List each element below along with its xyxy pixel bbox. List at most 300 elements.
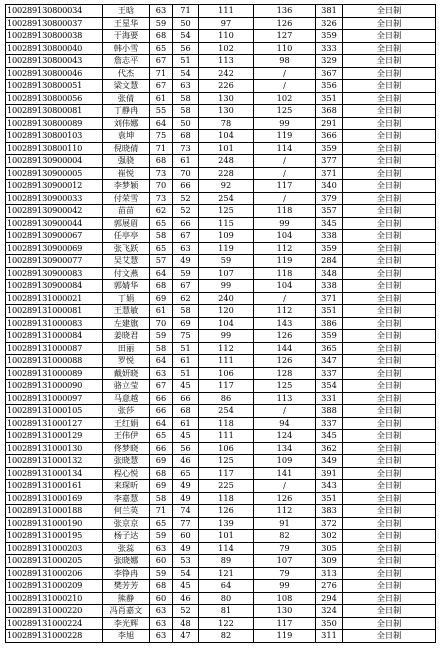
table-row [6, 130, 436, 143]
candidate-name-cell: 姜晓君 [103, 330, 150, 343]
score-politics-cell: 68 [150, 155, 173, 168]
score-subject-one-cell: 82 [199, 630, 254, 643]
score-politics-cell: 71 [150, 505, 173, 518]
candidate-name-cell: 郭展眉 [103, 217, 150, 230]
candidate-name-cell: 王慧敏 [103, 305, 150, 318]
score-subject-two-cell: 117 [254, 180, 316, 193]
score-subject-one-cell: 78 [199, 117, 254, 130]
study-mode-cell: 全日制 [343, 567, 436, 580]
candidate-id-cell: 100289130800051 [6, 80, 103, 93]
candidate-id-cell: 100289130800043 [6, 55, 103, 68]
candidate-name-cell: 付文燕 [103, 267, 150, 280]
candidate-id-cell: 100289130800056 [6, 92, 103, 105]
candidate-id-cell: 100289131000161 [6, 480, 103, 493]
candidate-name-cell: 冯肖嘉文 [103, 605, 150, 618]
table-row [6, 342, 436, 355]
candidate-id-cell: 100289131000129 [6, 430, 103, 443]
study-mode-cell: 全日制 [343, 555, 436, 568]
score-subject-one-cell: 92 [199, 180, 254, 193]
score-politics-cell: 62 [150, 205, 173, 218]
score-foreign-language-cell: 63 [173, 242, 199, 255]
total-score-cell: 368 [316, 105, 343, 118]
total-score-cell: 284 [316, 255, 343, 268]
candidate-name-cell: 王晗 [103, 5, 150, 18]
score-subject-two-cell: 141 [254, 467, 316, 480]
score-subject-two-cell: 128 [254, 367, 316, 380]
score-foreign-language-cell: 77 [173, 517, 199, 530]
table-row [6, 567, 436, 580]
table-row [6, 405, 436, 418]
table-row [6, 117, 436, 130]
score-subject-one-cell: 228 [199, 167, 254, 180]
total-score-cell: 351 [316, 92, 343, 105]
score-politics-cell: 58 [150, 230, 173, 243]
candidate-id-cell: 100289130900084 [6, 280, 103, 293]
score-politics-cell: 67 [150, 380, 173, 393]
score-foreign-language-cell: 61 [173, 417, 199, 430]
total-score-cell: 345 [316, 217, 343, 230]
score-foreign-language-cell: 66 [173, 217, 199, 230]
table-row [6, 555, 436, 568]
score-subject-one-cell: 104 [199, 130, 254, 143]
score-subject-two-cell: 117 [254, 617, 316, 630]
table-row [6, 480, 436, 493]
candidate-name-cell: 骆立莹 [103, 380, 150, 393]
study-mode-cell: 全日制 [343, 630, 436, 643]
candidate-id-cell: 100289130800038 [6, 30, 103, 43]
table-row [6, 330, 436, 343]
score-foreign-language-cell: 54 [173, 567, 199, 580]
candidate-id-cell: 100289130800046 [6, 67, 103, 80]
total-score-cell: 329 [316, 55, 343, 68]
score-politics-cell: 73 [150, 192, 173, 205]
total-score-cell: 351 [316, 492, 343, 505]
study-mode-cell: 全日制 [343, 455, 436, 468]
score-subject-two-cell: 113 [254, 392, 316, 405]
table-row [6, 67, 436, 80]
score-foreign-language-cell: 46 [173, 455, 199, 468]
study-mode-cell: 全日制 [343, 405, 436, 418]
score-subject-one-cell: 130 [199, 92, 254, 105]
candidate-id-cell: 100289130900044 [6, 217, 103, 230]
score-subject-one-cell: 59 [199, 255, 254, 268]
score-foreign-language-cell: 60 [173, 530, 199, 543]
study-mode-cell: 全日制 [343, 155, 436, 168]
score-subject-two-cell: / [254, 192, 316, 205]
score-subject-two-cell: 125 [254, 105, 316, 118]
candidate-id-cell: 100289130800110 [6, 142, 103, 155]
score-politics-cell: 65 [150, 42, 173, 55]
score-foreign-language-cell: 50 [173, 117, 199, 130]
score-foreign-language-cell: 52 [173, 205, 199, 218]
study-mode-cell: 全日制 [343, 142, 436, 155]
candidate-id-cell: 100289131000021 [6, 292, 103, 305]
candidate-name-cell: 袁坤 [103, 130, 150, 143]
total-score-cell: 359 [316, 142, 343, 155]
score-politics-cell: 59 [150, 330, 173, 343]
score-foreign-language-cell: 66 [173, 180, 199, 193]
table-row [6, 392, 436, 405]
candidate-id-cell: 100289131000130 [6, 442, 103, 455]
score-subject-two-cell: 127 [254, 30, 316, 43]
score-subject-one-cell: 115 [199, 217, 254, 230]
score-foreign-language-cell: 62 [173, 292, 199, 305]
candidate-name-cell: 张晓慧 [103, 455, 150, 468]
candidate-id-cell: 100289130900004 [6, 155, 103, 168]
candidate-name-cell: 田丽 [103, 342, 150, 355]
score-subject-two-cell: 134 [254, 442, 316, 455]
candidate-name-cell: 李光辉 [103, 617, 150, 630]
score-foreign-language-cell: 67 [173, 230, 199, 243]
candidate-id-cell: 100289131000081 [6, 305, 103, 318]
score-politics-cell: 68 [150, 280, 173, 293]
study-mode-cell: 全日制 [343, 580, 436, 593]
score-subject-two-cell: 114 [254, 142, 316, 155]
score-subject-two-cell: 126 [254, 17, 316, 30]
score-foreign-language-cell: 54 [173, 30, 199, 43]
total-score-cell: 348 [316, 267, 343, 280]
study-mode-cell: 全日制 [343, 217, 436, 230]
table-row [6, 42, 436, 55]
score-subject-two-cell: 112 [254, 305, 316, 318]
score-subject-two-cell: 107 [254, 555, 316, 568]
total-score-cell: 294 [316, 592, 343, 605]
score-foreign-language-cell: 52 [173, 605, 199, 618]
score-subject-one-cell: 99 [199, 280, 254, 293]
candidate-name-cell: 李铮冉 [103, 567, 150, 580]
score-subject-one-cell: 89 [199, 555, 254, 568]
score-politics-cell: 71 [150, 67, 173, 80]
candidate-id-cell: 100289131000188 [6, 505, 103, 518]
table-row [6, 542, 436, 555]
score-subject-one-cell: 64 [199, 580, 254, 593]
candidate-name-cell: 代杰 [103, 67, 150, 80]
score-subject-two-cell: 126 [254, 492, 316, 505]
candidate-name-cell: 樊芳芳 [103, 580, 150, 593]
candidate-name-cell: 李旭 [103, 630, 150, 643]
score-subject-two-cell: / [254, 80, 316, 93]
score-subject-one-cell: 125 [199, 205, 254, 218]
total-score-cell: 302 [316, 530, 343, 543]
candidate-name-cell: 张京京 [103, 517, 150, 530]
score-subject-one-cell: 225 [199, 480, 254, 493]
candidate-id-cell: 100289131000210 [6, 592, 103, 605]
score-subject-two-cell: / [254, 405, 316, 418]
score-politics-cell: 59 [150, 17, 173, 30]
candidate-name-cell: 王伟伊 [103, 430, 150, 443]
study-mode-cell: 全日制 [343, 30, 436, 43]
score-politics-cell: 63 [150, 367, 173, 380]
total-score-cell: 371 [316, 167, 343, 180]
score-foreign-language-cell: 58 [173, 305, 199, 318]
score-subject-one-cell: 121 [199, 567, 254, 580]
candidate-name-cell: 张晓娜 [103, 555, 150, 568]
table-row [6, 367, 436, 380]
candidate-name-cell: 崔悦 [103, 167, 150, 180]
table-row [6, 267, 436, 280]
study-mode-cell: 全日制 [343, 367, 436, 380]
score-subject-two-cell: 119 [254, 130, 316, 143]
candidate-name-cell: 程心悦 [103, 467, 150, 480]
study-mode-cell: 全日制 [343, 167, 436, 180]
score-subject-one-cell: 107 [199, 267, 254, 280]
score-subject-two-cell: 119 [254, 255, 316, 268]
table-row [6, 205, 436, 218]
study-mode-cell: 全日制 [343, 130, 436, 143]
table-row [6, 317, 436, 330]
score-subject-two-cell: / [254, 155, 316, 168]
score-subject-one-cell: 248 [199, 155, 254, 168]
study-mode-cell: 全日制 [343, 267, 436, 280]
study-mode-cell: 全日制 [343, 17, 436, 30]
score-politics-cell: 55 [150, 105, 173, 118]
table-row [6, 230, 436, 243]
score-foreign-language-cell: 54 [173, 67, 199, 80]
score-foreign-language-cell: 45 [173, 430, 199, 443]
score-subject-two-cell: 98 [254, 55, 316, 68]
score-subject-one-cell: 111 [199, 430, 254, 443]
score-subject-one-cell: 120 [199, 305, 254, 318]
table-row [6, 17, 436, 30]
total-score-cell: 343 [316, 480, 343, 493]
table-row [6, 280, 436, 293]
score-politics-cell: 63 [150, 617, 173, 630]
table-row [6, 155, 436, 168]
candidate-id-cell: 100289130900069 [6, 242, 103, 255]
score-subject-two-cell: 94 [254, 417, 316, 430]
score-politics-cell: 68 [150, 30, 173, 43]
total-score-cell: 338 [316, 230, 343, 243]
candidate-name-cell: 李嘉慧 [103, 492, 150, 505]
score-subject-one-cell: 102 [199, 42, 254, 55]
score-subject-two-cell: 104 [254, 280, 316, 293]
candidate-name-cell: 罗悦 [103, 355, 150, 368]
score-politics-cell: 65 [150, 242, 173, 255]
score-subject-two-cell: 144 [254, 342, 316, 355]
candidate-name-cell: 佟梦晓 [103, 442, 150, 455]
score-subject-one-cell: 240 [199, 292, 254, 305]
score-foreign-language-cell: 48 [173, 617, 199, 630]
score-politics-cell: 69 [150, 455, 173, 468]
score-politics-cell: 63 [150, 630, 173, 643]
candidate-id-cell: 100289131000206 [6, 567, 103, 580]
score-foreign-language-cell: 50 [173, 17, 199, 30]
score-subject-one-cell: 97 [199, 17, 254, 30]
score-subject-two-cell: 118 [254, 267, 316, 280]
score-subject-one-cell: 111 [199, 5, 254, 18]
candidate-id-cell: 100289131000088 [6, 355, 103, 368]
candidate-id-cell: 100289131000087 [6, 342, 103, 355]
score-subject-two-cell: 109 [254, 455, 316, 468]
table-row [6, 30, 436, 43]
candidate-id-cell: 100289131000127 [6, 417, 103, 430]
score-subject-two-cell: 112 [254, 242, 316, 255]
candidate-name-cell: 戴妍晓 [103, 367, 150, 380]
study-mode-cell: 全日制 [343, 205, 436, 218]
score-foreign-language-cell: 71 [173, 5, 199, 18]
score-politics-cell: 66 [150, 405, 173, 418]
score-table [5, 4, 436, 643]
candidate-name-cell: 李梦颖 [103, 180, 150, 193]
score-politics-cell: 68 [150, 467, 173, 480]
study-mode-cell: 全日制 [343, 67, 436, 80]
candidate-id-cell: 100289130900083 [6, 267, 103, 280]
candidate-name-cell: 张飞跃 [103, 242, 150, 255]
score-subject-one-cell: 112 [199, 342, 254, 355]
candidate-id-cell: 100289131000089 [6, 367, 103, 380]
total-score-cell: 351 [316, 305, 343, 318]
total-score-cell: 383 [316, 505, 343, 518]
candidate-id-cell: 100289131000228 [6, 630, 103, 643]
score-subject-two-cell: 125 [254, 380, 316, 393]
study-mode-cell: 全日制 [343, 255, 436, 268]
score-subject-one-cell: 125 [199, 455, 254, 468]
score-foreign-language-cell: 63 [173, 80, 199, 93]
candidate-name-cell: 张倩 [103, 92, 150, 105]
study-mode-cell: 全日制 [343, 317, 436, 330]
study-mode-cell: 全日制 [343, 230, 436, 243]
score-foreign-language-cell: 73 [173, 142, 199, 155]
score-foreign-language-cell: 70 [173, 167, 199, 180]
total-score-cell: 359 [316, 30, 343, 43]
candidate-id-cell: 100289131000209 [6, 580, 103, 593]
score-foreign-language-cell: 46 [173, 592, 199, 605]
candidate-name-cell: 梁文慧 [103, 80, 150, 93]
study-mode-cell: 全日制 [343, 242, 436, 255]
score-subject-one-cell: 254 [199, 192, 254, 205]
score-subject-two-cell: 99 [254, 217, 316, 230]
score-subject-one-cell: 109 [199, 230, 254, 243]
score-foreign-language-cell: 51 [173, 342, 199, 355]
score-foreign-language-cell: 45 [173, 380, 199, 393]
score-subject-one-cell: 101 [199, 142, 254, 155]
table-row [6, 242, 436, 255]
candidate-name-cell: 于海要 [103, 30, 150, 43]
study-mode-cell: 全日制 [343, 417, 436, 430]
score-politics-cell: 61 [150, 92, 173, 105]
total-score-cell: 377 [316, 155, 343, 168]
score-politics-cell: 61 [150, 305, 173, 318]
study-mode-cell: 全日制 [343, 305, 436, 318]
score-subject-two-cell: / [254, 67, 316, 80]
score-subject-two-cell: 126 [254, 330, 316, 343]
score-subject-one-cell: 126 [199, 505, 254, 518]
study-mode-cell: 全日制 [343, 55, 436, 68]
total-score-cell: 333 [316, 42, 343, 55]
score-foreign-language-cell: 53 [173, 555, 199, 568]
candidate-id-cell: 100289130900005 [6, 167, 103, 180]
table-row [6, 380, 436, 393]
score-politics-cell: 60 [150, 555, 173, 568]
score-foreign-language-cell: 75 [173, 330, 199, 343]
study-mode-cell: 全日制 [343, 280, 436, 293]
total-score-cell: 366 [316, 130, 343, 143]
score-foreign-language-cell: 66 [173, 392, 199, 405]
score-politics-cell: 58 [150, 492, 173, 505]
candidate-id-cell: 100289131000134 [6, 467, 103, 480]
study-mode-cell: 全日制 [343, 492, 436, 505]
candidate-id-cell: 100289130800103 [6, 130, 103, 143]
total-score-cell: 359 [316, 242, 343, 255]
table-row [6, 455, 436, 468]
study-mode-cell: 全日制 [343, 542, 436, 555]
score-subject-one-cell: 106 [199, 442, 254, 455]
study-mode-cell: 全日制 [343, 42, 436, 55]
score-foreign-language-cell: 56 [173, 42, 199, 55]
score-politics-cell: 70 [150, 317, 173, 330]
score-politics-cell: 69 [150, 480, 173, 493]
score-foreign-language-cell: 61 [173, 355, 199, 368]
score-subject-two-cell: 102 [254, 92, 316, 105]
total-score-cell: 337 [316, 367, 343, 380]
table-row [6, 430, 436, 443]
table-row [6, 605, 436, 618]
total-score-cell: 357 [316, 205, 343, 218]
score-politics-cell: 69 [150, 292, 173, 305]
score-politics-cell: 58 [150, 342, 173, 355]
table-row [6, 530, 436, 543]
score-politics-cell: 57 [150, 255, 173, 268]
table-row [6, 580, 436, 593]
study-mode-cell: 全日制 [343, 517, 436, 530]
score-subject-two-cell: 91 [254, 517, 316, 530]
score-foreign-language-cell: 56 [173, 442, 199, 455]
score-subject-two-cell: 119 [254, 630, 316, 643]
candidate-name-cell: 杨子达 [103, 530, 150, 543]
total-score-cell: 276 [316, 580, 343, 593]
score-subject-two-cell: 124 [254, 430, 316, 443]
score-subject-one-cell: 130 [199, 105, 254, 118]
candidate-id-cell: 100289131000203 [6, 542, 103, 555]
score-politics-cell: 68 [150, 580, 173, 593]
study-mode-cell: 全日制 [343, 380, 436, 393]
candidate-name-cell: 刘伟娜 [103, 117, 150, 130]
candidate-id-cell: 100289131000190 [6, 517, 103, 530]
score-politics-cell: 70 [150, 180, 173, 193]
total-score-cell: 291 [316, 117, 343, 130]
table-row [6, 417, 436, 430]
total-score-cell: 359 [316, 330, 343, 343]
score-subject-two-cell: 126 [254, 355, 316, 368]
table-row [6, 467, 436, 480]
total-score-cell: 331 [316, 392, 343, 405]
score-subject-one-cell: 122 [199, 617, 254, 630]
total-score-cell: 338 [316, 280, 343, 293]
score-politics-cell: 63 [150, 605, 173, 618]
table-row [6, 492, 436, 505]
candidate-name-cell: 韩小雪 [103, 42, 150, 55]
table-row [6, 5, 436, 18]
study-mode-cell: 全日制 [343, 505, 436, 518]
candidate-id-cell: 100289130800037 [6, 17, 103, 30]
study-mode-cell: 全日制 [343, 5, 436, 18]
score-foreign-language-cell: 51 [173, 55, 199, 68]
total-score-cell: 340 [316, 180, 343, 193]
table-row [6, 442, 436, 455]
candidate-name-cell: 王星华 [103, 17, 150, 30]
table-row [6, 292, 436, 305]
study-mode-cell: 全日制 [343, 605, 436, 618]
score-politics-cell: 67 [150, 55, 173, 68]
score-politics-cell: 65 [150, 217, 173, 230]
candidate-id-cell: 100289131000224 [6, 617, 103, 630]
score-subject-two-cell: 99 [254, 580, 316, 593]
score-politics-cell: 59 [150, 530, 173, 543]
total-score-cell: 362 [316, 442, 343, 455]
total-score-cell: 371 [316, 292, 343, 305]
total-score-cell: 311 [316, 630, 343, 643]
study-mode-cell: 全日制 [343, 355, 436, 368]
